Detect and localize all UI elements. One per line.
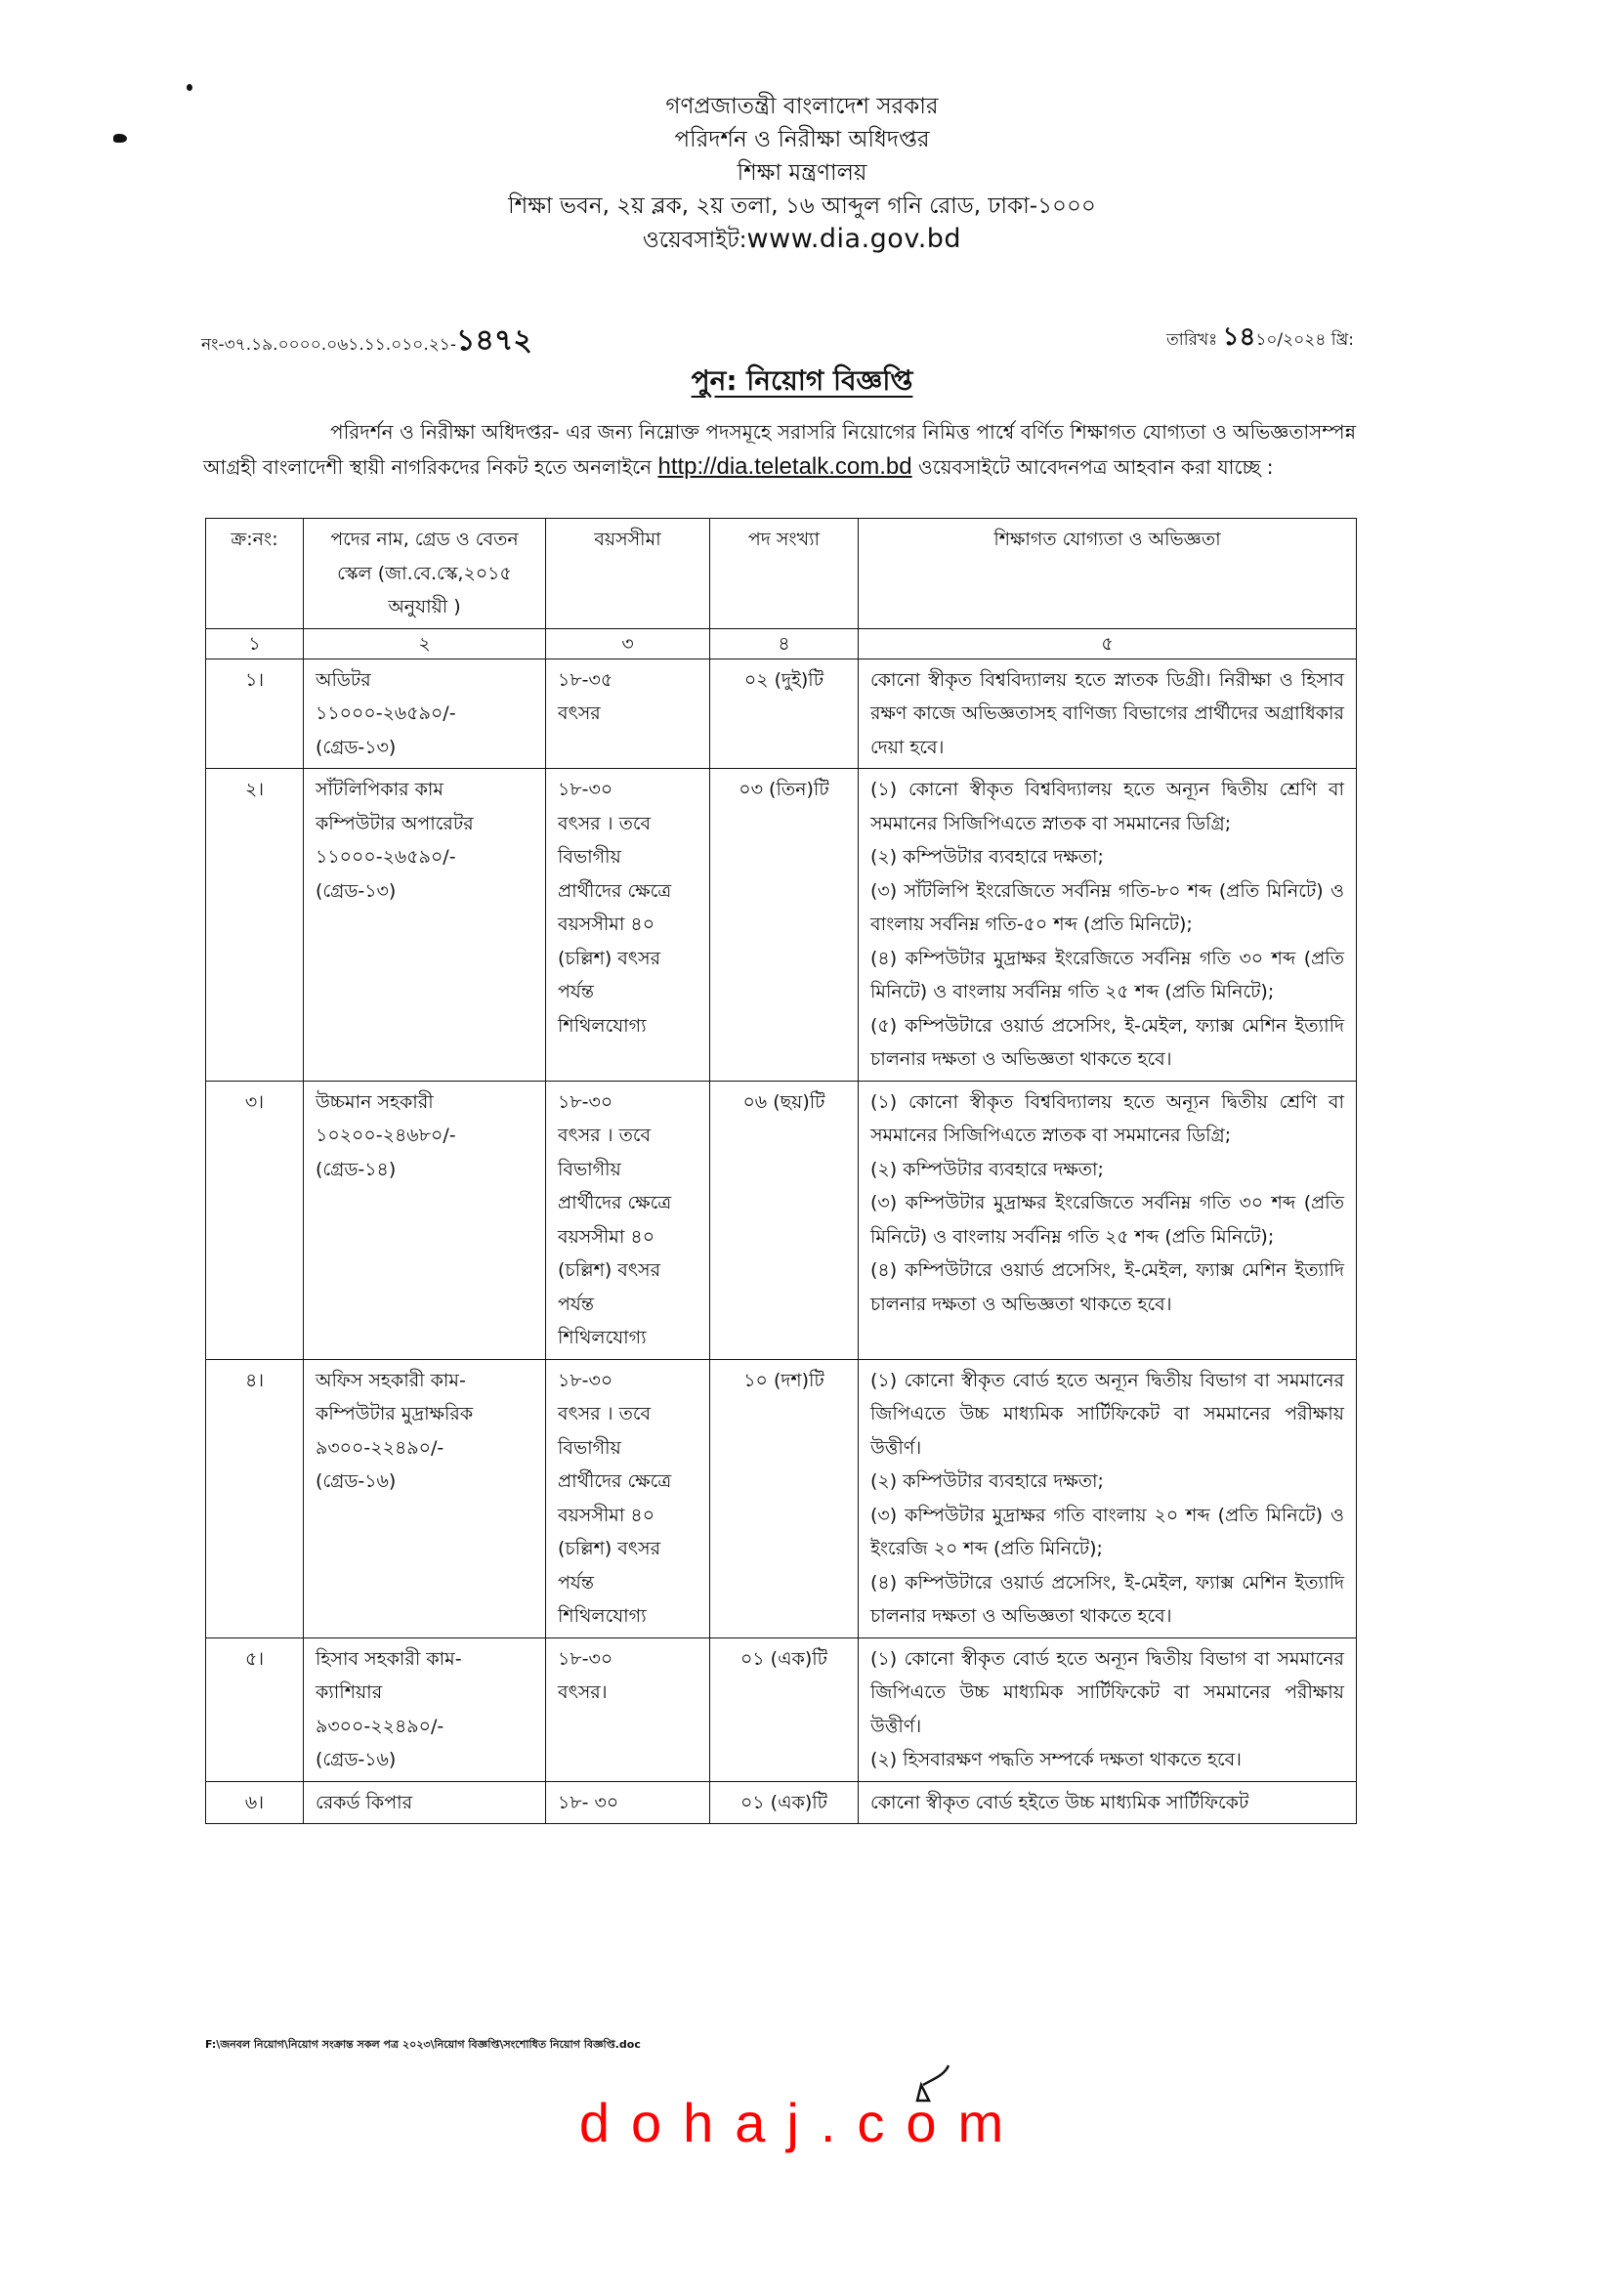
age-line: প্রার্থীদের ক্ষেত্রে bbox=[558, 879, 672, 902]
table-row bbox=[206, 659, 1357, 769]
post-line: সাঁটলিপিকার কাম bbox=[316, 779, 443, 800]
post-line: কম্পিউটার অপারেটর bbox=[316, 812, 474, 834]
age-line: (চল্লিশ) বৎসর bbox=[558, 947, 661, 969]
date-handwritten: ১৪ bbox=[1222, 322, 1256, 352]
qualification-item: (৪) কম্পিউটারে ওয়ার্ড প্রসেসিং, ই-মেইল, ফ্যাক্স মেশিন ইত্যাদি চালনার দক্ষতা ও অভিজ্ঞতা থাকতে হবে। bbox=[870, 1259, 1344, 1315]
website-label: ওয়েবসাইট: bbox=[642, 228, 747, 253]
qualification-item: (৩) সাঁটলিপি ইংরেজিতে সর্বনিম্ন গতি-৮০ শব্দ (প্রতি মিনিটে) ও বাংলায় সর্বনিম্ন গতি-৫০ শব্দ (প্রতি মিনিটে); bbox=[870, 879, 1344, 935]
header-post: পদের নাম, গ্রেড ও বেতন স্কেল (জা.বে.স্কে,২০১৫ অনুযায়ী ) bbox=[304, 519, 546, 629]
posts-table bbox=[205, 518, 1357, 1824]
header-count: পদ সংখ্যা bbox=[710, 519, 859, 629]
column-number-row bbox=[206, 628, 1357, 659]
age-line: বয়সসীমা ৪০ bbox=[558, 1504, 655, 1526]
qualification-item: (৫) কম্পিউটারে ওয়ার্ড প্রসেসিং, ই-মেইল, ফ্যাক্স মেশিন ইত্যাদি চালনার দক্ষতা ও অভিজ্ঞতা থাকতে হবে। bbox=[870, 1014, 1344, 1070]
qualification-cell bbox=[859, 769, 1357, 1082]
application-link[interactable]: http://dia.teletalk.com.bd bbox=[657, 453, 912, 480]
age-line: ১৮-৩৫ bbox=[558, 668, 613, 691]
age-line: বিভাগীয় bbox=[558, 846, 621, 868]
header-age: বয়সসীমা bbox=[546, 519, 710, 629]
office-address: শিক্ষা ভবন, ২য় ব্লক, ২য় তলা, ১৬ আব্দুল গনি রোড, ঢাকা-১০০০ bbox=[508, 193, 1096, 219]
serial-cell: ২। bbox=[206, 769, 304, 1082]
intro-paragraph bbox=[203, 414, 1356, 485]
age-line: শিথিলযোগ্য bbox=[558, 1327, 647, 1348]
serial-cell: ৩। bbox=[206, 1081, 304, 1359]
table-row bbox=[206, 1781, 1357, 1824]
age-line: ১৮-৩০ bbox=[558, 779, 613, 800]
age-line: শিথিলযোগ্য bbox=[558, 1014, 647, 1037]
age-cell bbox=[546, 1359, 710, 1637]
age-line: (চল্লিশ) বৎসর bbox=[558, 1259, 661, 1281]
qualification-cell bbox=[859, 1781, 1357, 1824]
qualification-item: (২) হিসবারক্ষণ পদ্ধতি সম্পর্কে দক্ষতা থাকতে হবে। bbox=[870, 1749, 1242, 1770]
age-line: বৎসর। bbox=[558, 1681, 608, 1703]
post-line: কম্পিউটার মুদ্রাক্ষরিক bbox=[316, 1403, 474, 1424]
qualification-cell bbox=[859, 1359, 1357, 1637]
qualification-item: কোনো স্বীকৃত বিশ্ববিদ্যালয় হতে স্নাতক ডিগ্রী। নিরীক্ষা ও হিসাব রক্ষণ কাজে অভিজ্ঞতাসহ বাণিজ্য বিভাগের প্রার্থীদের অগ্রাধিকার দেয়া হবে। bbox=[870, 668, 1344, 758]
column-number: ৫ bbox=[859, 628, 1357, 659]
serial-cell: ১। bbox=[206, 659, 304, 769]
age-line: (চল্লিশ) বৎসর bbox=[558, 1538, 661, 1559]
post-line: (গ্রেড-১৩) bbox=[316, 879, 397, 902]
post-cell bbox=[304, 1781, 546, 1824]
post-cell bbox=[304, 1637, 546, 1781]
age-line: ১৮-৩০ bbox=[558, 1090, 613, 1113]
memo-number-handwritten: ১৪৭২ bbox=[455, 323, 532, 358]
header-serial: ক্র:নং: bbox=[206, 519, 304, 629]
qualification-item: (২) কম্পিউটার ব্যবহারে দক্ষতা; bbox=[870, 846, 1104, 868]
post-cell bbox=[304, 659, 546, 769]
column-number: ৪ bbox=[710, 628, 859, 659]
age-line: পর্যন্ত bbox=[558, 1571, 594, 1594]
memo-date bbox=[1166, 317, 1354, 360]
department-name: পরিদর্শন ও নিরীক্ষা অধিদপ্তর bbox=[674, 127, 930, 152]
qualification-item: (১) কোনো স্বীকৃত বোর্ড হতে অন্যূন দ্বিতীয় বিভাগ বা সমমানের জিপিএতে উচ্চ মাধ্যমিক সার্টিফিকেট বা সমমানের পরীক্ষায় উত্তীর্ণ। bbox=[870, 1369, 1344, 1459]
memo-number-prefix: নং-৩৭.১৯.০০০০.০৬১.১১.০১০.২১- bbox=[201, 335, 456, 355]
notice-title-text: পুন: নিয়োগ বিজ্ঞপ্তি bbox=[691, 364, 913, 397]
age-line: প্রার্থীদের ক্ষেত্রে bbox=[558, 1192, 672, 1213]
age-line: বৎসর । তবে bbox=[558, 1125, 652, 1146]
count-cell: ০১ (এক)টি bbox=[710, 1637, 859, 1781]
date-label: তারিখঃ bbox=[1166, 330, 1218, 350]
age-line: পর্যন্ত bbox=[558, 1293, 594, 1315]
post-cell bbox=[304, 1359, 546, 1637]
age-line: ১৮- ৩০ bbox=[558, 1791, 619, 1813]
intro-text-before: পরিদর্শন ও নিরীক্ষা অধিদপ্তর- এর জন্য নিম্নোক্ত পদসমূহে সরাসরি নিয়োগের নিমিত্ত পার্শ্বে বর্ণিত শিক্ষাগত যোগ্যতা ও অভিজ্ঞতাসম্পন্ন আগ্রহী বাংলাদেশী স্থায়ী নাগরিকদের নিকট হতে অনলাইনে bbox=[203, 420, 1356, 479]
table-row bbox=[206, 1081, 1357, 1359]
age-line: বয়সসীমা ৪০ bbox=[558, 1225, 655, 1248]
qualification-item: (৪) কম্পিউটার মুদ্রাক্ষর ইংরেজিতে সর্বনিম্ন গতি ৩০ শব্দ (প্রতি মিনিটে) ও বাংলায় সর্বনিম্ন গতি ২৫ শব্দ (প্রতি মিনিটে); bbox=[870, 947, 1344, 1002]
website-link[interactable]: www.dia.gov.bd bbox=[746, 224, 962, 254]
date-rest: ১০/২০২৪ খ্রি: bbox=[1255, 330, 1354, 350]
age-cell bbox=[546, 659, 710, 769]
post-line: অফিস সহকারী কাম- bbox=[316, 1369, 466, 1391]
qualification-cell bbox=[859, 1081, 1357, 1359]
watermark: dohaj.com bbox=[578, 2092, 1026, 2153]
count-cell: ০৬ (ছয়)টি bbox=[710, 1081, 859, 1359]
serial-cell: ৫। bbox=[206, 1637, 304, 1781]
count-cell: ১০ (দশ)টি bbox=[710, 1359, 859, 1637]
qualification-item: (৩) কম্পিউটার মুদ্রাক্ষর গতি বাংলায় ২০ শব্দ (প্রতি মিনিটে) ও ইংরেজি ২০ শব্দ (প্রতি মিনিটে); bbox=[870, 1504, 1344, 1559]
post-line: ১১০০০-২৬৫৯০/- bbox=[316, 702, 456, 724]
age-line: বিভাগীয় bbox=[558, 1158, 621, 1180]
table-body bbox=[206, 659, 1357, 1824]
age-line: বৎসর । তবে bbox=[558, 1403, 652, 1424]
letterhead bbox=[0, 90, 1604, 257]
qualification-item: (১) কোনো স্বীকৃত বিশ্ববিদ্যালয় হতে অন্যূন দ্বিতীয় শ্রেণি বা সমমানের সিজিপিএতে স্নাতক বা সমমানের ডিগ্রি; bbox=[870, 779, 1344, 834]
age-line: শিথিলযোগ্য bbox=[558, 1605, 647, 1627]
age-line: ১৮-৩০ bbox=[558, 1647, 613, 1670]
count-cell: ০১ (এক)টি bbox=[710, 1781, 859, 1824]
table-header-row bbox=[206, 519, 1357, 629]
memo-row bbox=[201, 311, 1354, 358]
age-cell bbox=[546, 1781, 710, 1824]
post-line: (গ্রেড-১৩) bbox=[316, 736, 397, 758]
age-cell bbox=[546, 1081, 710, 1359]
qualification-item: (১) কোনো স্বীকৃত বিশ্ববিদ্যালয় হতে অন্যূন দ্বিতীয় শ্রেণি বা সমমানের সিজিপিএতে স্নাতক বা সমমানের ডিগ্রি; bbox=[870, 1090, 1344, 1146]
age-line: বিভাগীয় bbox=[558, 1436, 621, 1459]
post-line: হিসাব সহকারী কাম- bbox=[316, 1647, 462, 1670]
post-line: (গ্রেড-১৪) bbox=[316, 1158, 397, 1180]
post-line: ৯৩০০-২২৪৯০/- bbox=[316, 1715, 444, 1737]
age-line: বৎসর bbox=[558, 702, 601, 724]
post-line: (গ্রেড-১৬) bbox=[316, 1749, 397, 1770]
qualification-cell bbox=[859, 1637, 1357, 1781]
file-path-footer: F:\জনবল নিয়োগ\নিয়োগ সংক্রান্ত সকল পত্র ২০২৩\নিয়োগ বিজ্ঞপ্তি\সংশোধিত নিয়োগ বিজ্ঞপ্তি.doc bbox=[205, 2038, 641, 2051]
post-line: উচ্চমান সহকারী bbox=[316, 1090, 434, 1113]
qualification-item: (৪) কম্পিউটারে ওয়ার্ড প্রসেসিং, ই-মেইল, ফ্যাক্স মেশিন ইত্যাদি চালনার দক্ষতা ও অভিজ্ঞতা থাকতে হবে। bbox=[870, 1571, 1344, 1627]
qualification-item: (২) কম্পিউটার ব্যবহারে দক্ষতা; bbox=[870, 1470, 1104, 1492]
table-row bbox=[206, 1637, 1357, 1781]
ministry-name: শিক্ষা মন্ত্রণালয় bbox=[737, 160, 867, 186]
qualification-item: (২) কম্পিউটার ব্যবহারে দক্ষতা; bbox=[870, 1158, 1104, 1180]
qualification-cell bbox=[859, 659, 1357, 769]
age-line: পর্যন্ত bbox=[558, 981, 594, 1002]
post-line: ৯৩০০-২২৪৯০/- bbox=[316, 1436, 444, 1459]
post-line: অডিটর bbox=[316, 668, 371, 691]
count-cell: ০২ (দুই)টি bbox=[710, 659, 859, 769]
count-cell: ০৩ (তিন)টি bbox=[710, 769, 859, 1082]
table-row bbox=[206, 1359, 1357, 1637]
post-line: ক্যাশিয়ার bbox=[316, 1681, 383, 1703]
qualification-item: (১) কোনো স্বীকৃত বোর্ড হতে অন্যূন দ্বিতীয় বিভাগ বা সমমানের জিপিএতে উচ্চ মাধ্যমিক সার্টিফিকেট বা সমমানের পরীক্ষায় উত্তীর্ণ। bbox=[870, 1647, 1344, 1737]
notice-title bbox=[0, 360, 1604, 405]
serial-cell: ৬। bbox=[206, 1781, 304, 1824]
age-line: বয়সসীমা ৪০ bbox=[558, 914, 655, 935]
age-line: বৎসর । তবে bbox=[558, 812, 652, 834]
qualification-item: কোনো স্বীকৃত বোর্ড হইতে উচ্চ মাধ্যমিক সার্টিফিকেট bbox=[870, 1791, 1249, 1813]
age-line: ১৮-৩০ bbox=[558, 1369, 613, 1391]
age-cell bbox=[546, 769, 710, 1082]
column-number: ৩ bbox=[546, 628, 710, 659]
qualification-item: (৩) কম্পিউটার মুদ্রাক্ষর ইংরেজিতে সর্বনিম্ন গতি ৩০ শব্দ (প্রতি মিনিটে) ও বাংলায় সর্বনিম্ন গতি ২৫ শব্দ (প্রতি মিনিটে); bbox=[870, 1192, 1344, 1248]
post-cell bbox=[304, 1081, 546, 1359]
post-line: (গ্রেড-১৬) bbox=[316, 1470, 397, 1492]
post-cell bbox=[304, 769, 546, 1082]
column-number: ২ bbox=[304, 628, 546, 659]
table-row bbox=[206, 769, 1357, 1082]
post-line: ১০২০০-২৪৬৮০/- bbox=[316, 1125, 456, 1146]
government-name: গণপ্রজাতন্ত্রী বাংলাদেশ সরকার bbox=[665, 94, 939, 119]
column-number: ১ bbox=[206, 628, 304, 659]
post-line: রেকর্ড কিপার bbox=[316, 1791, 413, 1813]
website-line bbox=[0, 223, 1604, 257]
intro-text-after: ওয়েবসাইটে আবেদনপত্র আহবান করা যাচ্ছে : bbox=[911, 455, 1274, 479]
post-line: ১১০০০-২৬৫৯০/- bbox=[316, 846, 456, 868]
serial-cell: ৪। bbox=[206, 1359, 304, 1637]
age-line: প্রার্থীদের ক্ষেত্রে bbox=[558, 1470, 672, 1492]
age-cell bbox=[546, 1637, 710, 1781]
header-qualification: শিক্ষাগত যোগ্যতা ও অভিজ্ঞতা bbox=[859, 519, 1357, 629]
